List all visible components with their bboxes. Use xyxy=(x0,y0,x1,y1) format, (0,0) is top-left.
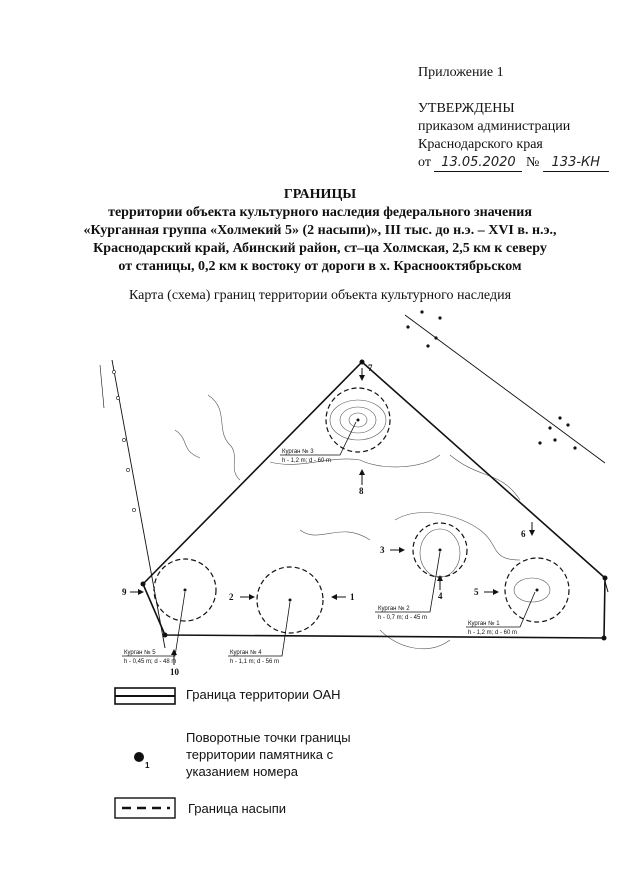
road xyxy=(100,360,165,648)
point-5-label: 5 xyxy=(474,587,479,597)
approved-by-line2: Краснодарского края xyxy=(418,137,543,152)
approval-date: 13.05.2020 xyxy=(434,154,522,172)
title-line4: от станицы, 0,2 км к востоку от дороги в х. Краснооктябрьском xyxy=(118,259,522,274)
turning-points xyxy=(141,360,608,641)
legend-mound-label: Граница насыпи xyxy=(188,801,287,816)
point-4-label: 4 xyxy=(438,591,443,601)
point-1-label: 1 xyxy=(350,592,355,602)
kurgan-5-dims: h - 0,45 m; d - 48 m xyxy=(124,659,177,665)
kurgan-1-name: Курган № 1 xyxy=(468,621,500,627)
kurgan-2-dims: h - 0,7 m; d - 45 m xyxy=(378,615,428,621)
point-8-label: 8 xyxy=(359,486,364,496)
terrain-contours xyxy=(175,395,550,649)
boundary-map xyxy=(0,300,640,680)
kurgan-1-dims: h - 1,2 m; d - 60 m xyxy=(468,630,518,636)
approved-by-line1: приказом администрации xyxy=(418,119,571,134)
title-line3: Краснодарский край, Абинский район, ст–ца Холмская, 2,5 км к северу xyxy=(93,241,547,256)
legend-point-symbol xyxy=(130,748,154,774)
point-2-label: 2 xyxy=(229,592,234,602)
map-heading: Карта (схема) границ территории объекта культурного наследия xyxy=(128,288,512,303)
legend-points-line2: территории памятника с xyxy=(186,747,334,762)
point-10-label: 10 xyxy=(170,667,179,677)
kurgan-4-name: Курган № 4 xyxy=(230,650,262,656)
number-sign: № xyxy=(525,155,540,170)
legend-oan-symbol xyxy=(112,684,178,710)
from-label: от xyxy=(418,155,431,170)
appendix-label: Приложение 1 xyxy=(418,65,504,80)
point-3-label: 3 xyxy=(380,545,385,555)
document-heading: ГРАНИЦЫ xyxy=(283,187,357,202)
point-9-label: 9 xyxy=(122,587,127,597)
kurgan-5-name: Курган № 5 xyxy=(124,650,156,656)
approval-date-line xyxy=(418,154,609,172)
power-line xyxy=(405,310,605,463)
title-line1: территории объекта культурного наследия федерального значения xyxy=(108,205,532,220)
point-numbers xyxy=(122,363,526,677)
legend-mound-symbol xyxy=(112,795,178,821)
point-6-label: 6 xyxy=(521,529,526,539)
title-line2: «Курганная группа «Холмекий 5» (2 насыпи)», III тыс. до н.э. – XVI в. н.э., xyxy=(83,223,557,238)
legend-point-number: 1 xyxy=(145,761,150,770)
kurgan-4-dims: h - 1,1 m; d - 56 m xyxy=(230,659,280,665)
approval-number: 133-КН xyxy=(543,154,609,172)
legend-points-line1: Поворотные точки границы xyxy=(186,730,351,745)
legend-oan-label: Граница территории ОАН xyxy=(186,687,341,702)
point-7-label: 7 xyxy=(368,363,373,373)
approved-label: УТВЕРЖДЕНЫ xyxy=(418,101,515,116)
kurgan-3-dims: h - 1,2 m; d - 60 m xyxy=(282,458,332,464)
kurgan-3-name: Курган № 3 xyxy=(282,449,314,455)
legend-points-line3: указанием номера xyxy=(186,764,299,779)
kurgan-2-name: Курган № 2 xyxy=(378,606,410,612)
